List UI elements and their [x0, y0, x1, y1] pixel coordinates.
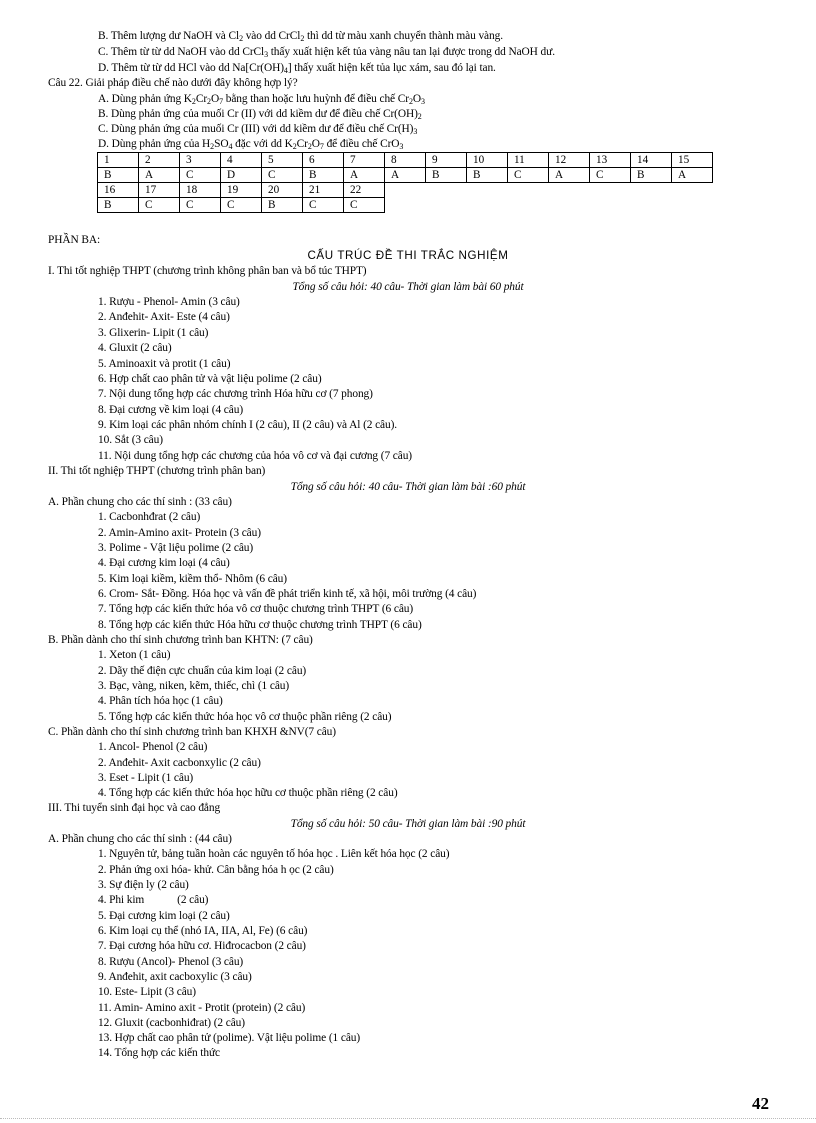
empty-cell [549, 198, 590, 213]
list-item: 9. Kim loại các phân nhóm chính I (2 câu), II (2 câu) và Al (2 câu). [98, 419, 398, 431]
part-title: PHẦN BA: [48, 234, 101, 246]
list-item: 12. Gluxit (cacbonhiđrat) (2 câu) [98, 1017, 245, 1029]
footer-divider [0, 1118, 816, 1119]
list-item: 7. Tổng hợp các kiến thức hóa vô cơ thuộc chương trình THPT (6 câu) [98, 603, 414, 615]
table-cell: 10 [467, 153, 508, 168]
list-item: 11. Amin- Amino axit - Protit (protein) (2 câu) [98, 1002, 306, 1014]
table-cell: 3 [180, 153, 221, 168]
list-item: 1. Xeton (1 câu) [98, 649, 171, 661]
table-cell: C [180, 198, 221, 213]
table-cell: 13 [590, 153, 631, 168]
table-cell: A [672, 168, 713, 183]
table-cell: C [221, 198, 262, 213]
list-item: 10. Este- Lipit (3 câu) [98, 986, 196, 998]
answer-table-row-numbers-2 [98, 183, 713, 198]
table-cell: 20 [262, 183, 303, 198]
table-cell: A [344, 168, 385, 183]
table-cell: B [98, 198, 139, 213]
table-cell: 11 [508, 153, 549, 168]
list-item: 1. Nguyên tử, bảng tuần hoàn các nguyên tố hóa học . Liên kết hóa học (2 câu) [98, 848, 450, 860]
list-item: 13. Hợp chất cao phân tử (polime). Vật liệu polime (1 câu) [98, 1032, 361, 1044]
list-item: 5. Kim loại kiềm, kiềm thổ- Nhôm (6 câu) [98, 573, 287, 585]
list-item: 2. Anđehit- Axit- Este (4 câu) [98, 311, 230, 323]
answer-table-row-answers-2 [98, 198, 713, 213]
table-cell: 2 [139, 153, 180, 168]
list-item: 5. Aminoaxit và protit (1 câu) [98, 358, 231, 370]
page-number: 42 [752, 1094, 769, 1113]
section-2-part-b-title: B. Phần dành cho thí sinh chương trình ban KHTN: (7 câu) [48, 634, 313, 646]
option-c-line: C. Thêm từ từ dd NaOH vào dd CrCl$_3$ thấy xuất hiện kết tủa vàng nâu tan lại được trong dd NaOH dư. [98, 46, 555, 59]
section-2-part-c-title: C. Phần dành cho thí sinh chương trình ban KHXH &NV(7 câu) [48, 726, 336, 738]
list-item: 8. Đại cương về kim loại (4 câu) [98, 404, 244, 416]
list-item: 9. Anđehit, axit cacboxylic (3 câu) [98, 971, 252, 983]
table-cell: 7 [344, 153, 385, 168]
empty-cell [549, 183, 590, 198]
table-cell: 8 [385, 153, 426, 168]
list-item: 10. Sắt (3 câu) [98, 434, 163, 446]
list-item: 8. Rượu (Ancol)- Phenol (3 câu) [98, 956, 244, 968]
list-item: 2. Phản ứng oxi hóa- khử. Cân bằng hóa h ọc (2 câu) [98, 864, 334, 876]
section-3-part-a-title: A. Phần chung cho các thí sinh : (44 câu) [48, 833, 232, 845]
table-cell: 16 [98, 183, 139, 198]
table-cell: B [467, 168, 508, 183]
list-item: 14. Tổng hợp các kiến thức [98, 1047, 220, 1059]
empty-cell [631, 183, 672, 198]
list-item: 4. Tổng hợp các kiến thức hóa học hữu cơ thuộc phần riêng (2 câu) [98, 787, 398, 799]
list-item: 3. Sự điện ly (2 câu) [98, 879, 189, 891]
list-item: 8. Tổng hợp các kiến thức Hóa hữu cơ thuộc chương trình THPT (6 câu) [98, 619, 422, 631]
table-cell: 19 [221, 183, 262, 198]
answer-table-row-answers-1 [98, 168, 713, 183]
empty-cell [631, 198, 672, 213]
table-cell: 17 [139, 183, 180, 198]
table-cell: B [426, 168, 467, 183]
q22-option-a: A. Dùng phản ứng $K_2Cr_2O_7$ bằng than hoặc lưu huỳnh để điều chế $Cr_2O_3$ [98, 93, 425, 106]
list-item: 2. Anđehit- Axit cacbonxylic (2 câu) [98, 757, 261, 769]
list-item: 3. Polime - Vật liệu polime (2 câu) [98, 542, 254, 554]
list-item: 6. Crom- Sắt- Đồng. Hóa học và vấn đề phát triển kinh tế, xã hội, môi trường (4 câu) [98, 588, 477, 600]
table-cell: A [139, 168, 180, 183]
empty-cell [508, 183, 549, 198]
table-cell: B [631, 168, 672, 183]
empty-cell [467, 198, 508, 213]
list-item: 5. Tổng hợp các kiến thức hóa học vô cơ thuộc phần riêng (2 câu) [98, 711, 392, 723]
list-item: 4. Đại cương kim loại (4 câu) [98, 557, 230, 569]
answer-table-row-numbers-1 [98, 153, 713, 168]
list-item: 7. Đại cương hóa hữu cơ. Hiđrocacbon (2 câu) [98, 940, 306, 952]
list-item: 2. Dãy thế điện cực chuẩn của kim loại (2 câu) [98, 665, 307, 677]
option-d-line: D. Thêm từ từ dd HCl vào dd $Na[Cr(OH)_4]$ thấy xuất hiện kết tủa lục xám, sau đó lại tan. [98, 62, 496, 75]
option-b-line: B. Thêm lượng dư NaOH và $Cl_2$ vào dd CrCl$_2$ thì dd từ màu xanh chuyển thành màu vàng. [98, 30, 503, 43]
table-cell: 22 [344, 183, 385, 198]
table-cell: C [508, 168, 549, 183]
table-cell: A [385, 168, 426, 183]
list-item: 4. Phân tích hóa học (1 câu) [98, 695, 223, 707]
list-item: 3. Glixerin- Lipit (1 câu) [98, 327, 209, 339]
section-2-summary: Tổng số câu hỏi: 40 câu- Thời gian làm bài :60 phút [290, 481, 526, 493]
section-3-summary: Tổng số câu hỏi: 50 câu- Thời gian làm bài :90 phút [290, 818, 526, 830]
table-cell: A [549, 168, 590, 183]
section-2-title: II. Thi tốt nghiệp THPT (chương trình phân ban) [48, 465, 266, 477]
section-3-title: III. Thi tuyển sinh đại học và cao đẳng [48, 802, 221, 814]
table-cell: B [303, 168, 344, 183]
table-cell: 21 [303, 183, 344, 198]
table-cell: 18 [180, 183, 221, 198]
table-cell: C [180, 168, 221, 183]
section-1-title: I. Thi tốt nghiệp THPT (chương trình không phân ban và bổ túc THPT) [48, 265, 367, 277]
table-cell: C [590, 168, 631, 183]
empty-cell [467, 183, 508, 198]
table-cell: 9 [426, 153, 467, 168]
table-cell: 15 [672, 153, 713, 168]
list-item: 11. Nội dung tổng hợp các chương của hóa vô cơ và đại cương (7 câu) [98, 450, 412, 462]
table-cell: C [139, 198, 180, 213]
empty-cell [508, 198, 549, 213]
section-2-part-a-title: A. Phần chung cho các thí sinh : (33 câu) [48, 496, 232, 508]
table-cell: C [303, 198, 344, 213]
list-item: 7. Nội dung tổng hợp các chương trình Hóa hữu cơ (7 phong) [98, 388, 373, 400]
empty-cell [426, 183, 467, 198]
table-cell: 1 [98, 153, 139, 168]
empty-cell [590, 198, 631, 213]
table-cell: 14 [631, 153, 672, 168]
answer-table [97, 152, 713, 213]
list-item: 6. Hợp chất cao phân tử và vật liệu polime (2 câu) [98, 373, 322, 385]
table-cell: C [262, 168, 303, 183]
empty-cell [672, 183, 713, 198]
structure-title: CẤU TRÚC ĐỀ THI TRẮC NGHIỆM [307, 249, 509, 262]
table-cell: 5 [262, 153, 303, 168]
table-cell: B [262, 198, 303, 213]
list-item: 6. Kim loại cụ thể (nhó IA, IIA, Al, Fe) (6 câu) [98, 925, 308, 937]
list-item: 1. Rượu - Phenol- Amin (3 câu) [98, 296, 240, 308]
table-cell: 6 [303, 153, 344, 168]
list-item: 1. Cacbonhđrat (2 câu) [98, 511, 201, 523]
q22-option-b: B. Dùng phản ứng của muối Cr (II) với dd kiềm dư để điều chế $Cr(OH)_2$ [98, 108, 422, 121]
section-1-summary: Tổng số câu hỏi: 40 câu- Thời gian làm bài 60 phút [292, 281, 524, 293]
empty-cell [672, 198, 713, 213]
table-cell: B [98, 168, 139, 183]
list-item: 5. Đại cương kim loại (2 câu) [98, 910, 230, 922]
empty-cell [590, 183, 631, 198]
q22-option-c: C. Dùng phản ứng của muối Cr (III) với dd kiềm dư để điều chế $Cr(H)_3$ [98, 123, 418, 136]
empty-cell [385, 183, 426, 198]
list-item: 3. Eset - Lipit (1 câu) [98, 772, 194, 784]
table-cell: D [221, 168, 262, 183]
question-22-stem: Câu 22. Giải pháp điều chế nào dưới đây không hợp lý? [48, 77, 298, 89]
table-cell: C [344, 198, 385, 213]
table-cell: 12 [549, 153, 590, 168]
q22-option-d: D. Dùng phản ứng của $H_2SO_4$ đặc với dd $K_2Cr_2O_7$ để điều chế CrO$_3$ [98, 138, 404, 151]
empty-cell [426, 198, 467, 213]
table-cell: 4 [221, 153, 262, 168]
list-item: 4. Phi kim (2 câu) [98, 894, 209, 906]
list-item: 4. Gluxit (2 câu) [98, 342, 172, 354]
list-item: 2. Amin-Amino axit- Protein (3 câu) [98, 527, 261, 539]
list-item: 1. Ancol- Phenol (2 câu) [98, 741, 208, 753]
empty-cell [385, 198, 426, 213]
list-item: 3. Bạc, vàng, niken, kẽm, thiếc, chì (1 câu) [98, 680, 290, 692]
